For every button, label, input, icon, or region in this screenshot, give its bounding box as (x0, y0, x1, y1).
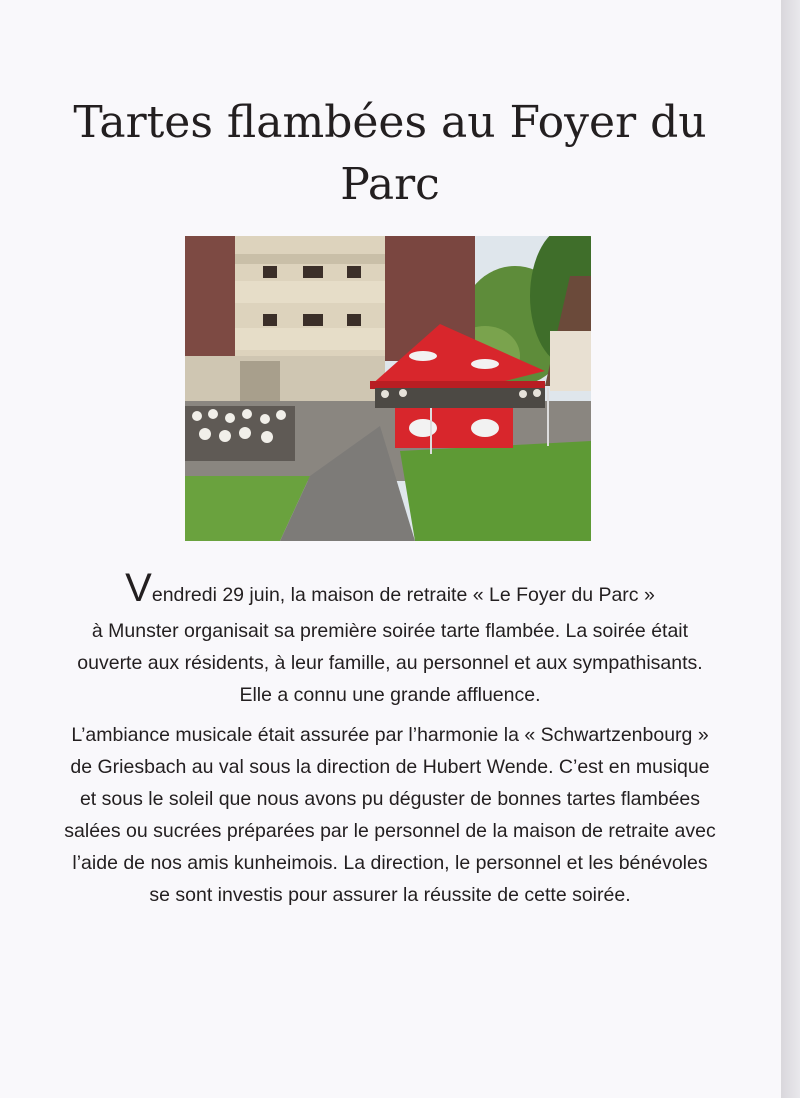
article-body (62, 568, 718, 911)
article-photo (185, 236, 591, 541)
dropcap-letter: V (125, 566, 152, 610)
photo-illustration (185, 236, 591, 541)
paragraph-1 (62, 568, 718, 711)
paragraph-1-first-line: endredi 29 juin, la maison de retraite « Le Foyer du Parc » (151, 584, 655, 606)
article-title: Tartes flambées au Foyer du Parc (73, 97, 707, 210)
paragraph-1-rest: à Munster organisait sa première soirée tarte flambée. La soirée était ouverte aux résidents, à leur famille, au personnel et aux sympathisants. Elle a connu une grande affluence. (77, 620, 703, 706)
paragraph-2: L’ambiance musicale était assurée par l’harmonie la « Schwartzenbourg » de Griesbach au val sous la direction de Hubert Wende. C’est en musique et sous le soleil que nous avons pu déguster de bonnes tartes flambées salées ou sucrées préparées par le personnel de la maison de retraite avec l’aide de nos amis kunheimois. La direction, le personnel et les bénévoles se sont investis pour assurer la réussite de cette soirée. (64, 724, 716, 906)
page-edge (781, 0, 800, 1098)
